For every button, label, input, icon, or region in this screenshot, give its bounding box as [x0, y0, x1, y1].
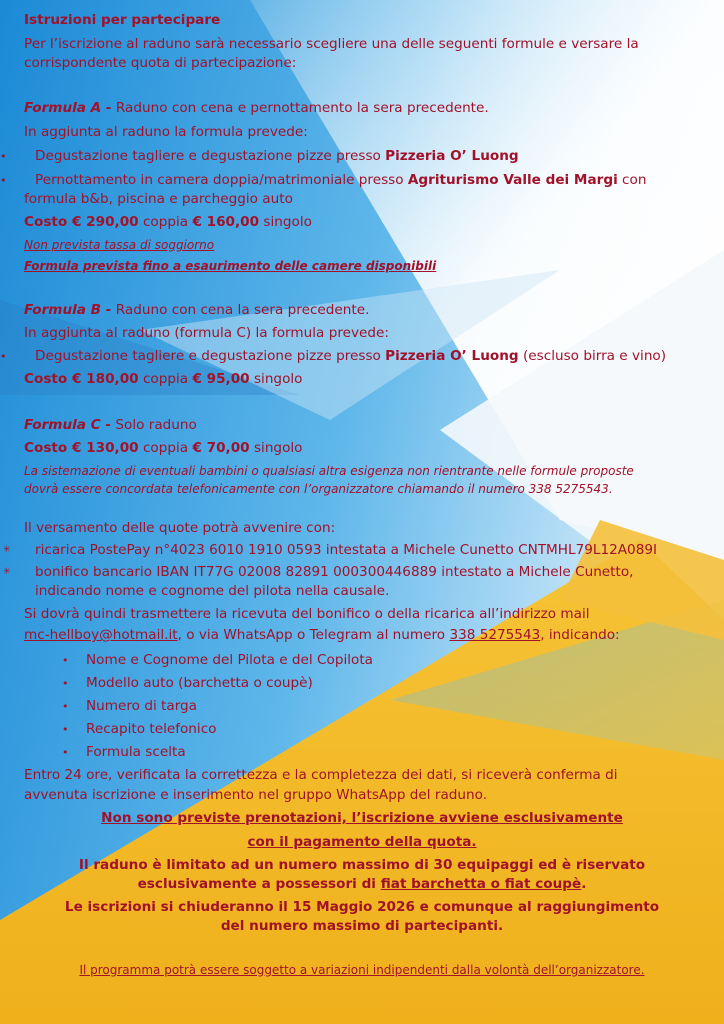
closing-line-4-pre: esclusivamente a possessori di	[137, 876, 381, 892]
formula-c-note-1: La sistemazione di eventuali bambini o qualsiasi altra esigenza non rientrante nelle formule proposte	[24, 464, 634, 478]
bullet-dot-icon: •	[0, 150, 7, 163]
payment-option-bonifico-cont: indicando nome e cognome del pilota nella causale.	[35, 583, 390, 599]
formula-a-lead: In aggiunta al raduno la formula prevede:	[24, 124, 308, 140]
bullet-dot-icon: •	[0, 350, 7, 363]
formula-a-cost	[24, 214, 312, 231]
cost-single: € 160,00	[192, 214, 260, 230]
formula-b-lead: In aggiunta al raduno (formula C) la formula prevede:	[24, 325, 389, 341]
payment-option-bonifico: bonifico bancario IBAN IT77G 02008 82891 000300446889 intestato a Michele Cunetto,	[35, 564, 634, 580]
pizzeria-name: Pizzeria O’ Luong	[385, 348, 519, 364]
formula-a-item-1	[35, 148, 519, 165]
closing-line-4-link: fiat barchetta o fiat coupè	[380, 876, 582, 892]
bullet-dot-icon: •	[62, 654, 69, 667]
bullet-dot-icon: •	[62, 723, 69, 736]
formula-a-item-1-text: Degustazione tagliere e degustazione pizze presso	[35, 148, 386, 164]
closing-line-1: Non sono previste prenotazioni, l’iscrizione avviene esclusivamente	[101, 810, 623, 826]
closing-line-4	[0, 876, 724, 893]
formula-c-note-2: dovrà essere concordata telefonicamente con l’organizzatore chiamando il numero 338 5275543.	[24, 482, 613, 496]
formula-b-item-1-tail: (escluso birra e vino)	[518, 348, 667, 364]
email-link[interactable]: mc-hellboy@hotmail.it	[24, 627, 178, 643]
payment-send-2-end: , indicando:	[540, 627, 620, 643]
cost-couple: Costo € 180,00	[24, 371, 139, 387]
cost-mid: coppia	[138, 214, 193, 230]
bullet-dot-icon: •	[0, 174, 7, 187]
formula-a-note-2: Formula prevista fino a esaurimento delle camere disponibili	[24, 259, 437, 273]
intro-line-1: Per l’iscrizione al raduno sarà necessario scegliere una delle seguenti formule e versare la	[24, 36, 639, 52]
formula-a-item-2-tail: con	[617, 172, 647, 188]
formula-b-cost	[24, 371, 302, 388]
footer-note: Il programma potrà essere soggetto a variazioni indipendenti dalla volontà dell’organizzatore.	[79, 963, 645, 977]
cost-single: € 95,00	[192, 371, 250, 387]
phone-link[interactable]: 338 5275543	[449, 627, 541, 643]
payment-send-1: Si dovrà quindi trasmettere la ricevuta del bonifico o della ricarica all’indirizzo mail	[24, 606, 590, 622]
formula-c-label: Formula C -	[24, 417, 112, 433]
payment-send-2	[24, 627, 620, 644]
payment-option-postepay: ricarica PostePay n°4023 6010 1910 0593 intestata a Michele Cunetto CNTMHL79L12A089I	[35, 542, 657, 558]
list-item: Recapito telefonico	[86, 721, 217, 737]
closing-line-5: Le iscrizioni si chiuderanno il 15 Maggio 2026 e comunque al raggiungimento	[64, 899, 660, 915]
bullet-dot-icon: •	[62, 746, 69, 759]
confirm-line-1: Entro 24 ore, verificata la correttezza e la completezza dei dati, si riceverà conferma di	[24, 767, 618, 783]
list-item: Modello auto (barchetta o coupè)	[86, 675, 313, 691]
formula-b-title	[24, 302, 369, 319]
formula-c-desc: Solo raduno	[111, 417, 197, 433]
bullet-star-icon: ✳	[3, 567, 11, 577]
list-item: Numero di targa	[86, 698, 198, 714]
cost-couple: Costo € 290,00	[24, 214, 139, 230]
closing-line-6: del numero massimo di partecipanti.	[220, 918, 504, 934]
formula-a-title	[24, 100, 489, 117]
bullet-star-icon: ✳	[3, 545, 11, 555]
formula-c-title	[24, 417, 197, 434]
closing-line-2: con il pagamento della quota.	[247, 834, 477, 850]
formula-a-item-2-text: Pernottamento in camera doppia/matrimoniale presso	[35, 172, 408, 188]
bullet-dot-icon: •	[62, 700, 69, 713]
closing-line-4-end: .	[581, 876, 587, 892]
cost-end: singolo	[249, 371, 303, 387]
agriturismo-name: Agriturismo Valle dei Margi	[407, 172, 618, 188]
formula-a-item-2	[35, 172, 646, 189]
bullet-dot-icon: •	[62, 677, 69, 690]
formula-b-label: Formula B -	[24, 302, 112, 318]
confirm-line-2: avvenuta iscrizione e inserimento nel gruppo WhatsApp del raduno.	[24, 787, 488, 803]
formula-b-item-1-text: Degustazione tagliere e degustazione pizze presso	[35, 348, 386, 364]
cost-end: singolo	[259, 214, 312, 230]
formula-a-label: Formula A -	[24, 100, 112, 116]
formula-b-desc: Raduno con cena la sera precedente.	[111, 302, 370, 318]
payment-lead: Il versamento delle quote potrà avvenire con:	[24, 520, 336, 536]
formula-c-cost	[24, 440, 302, 457]
formula-a-item-2-cont: formula b&b, piscina e parcheggio auto	[24, 191, 293, 207]
heading: Istruzioni per partecipare	[24, 12, 221, 28]
cost-end: singolo	[249, 440, 303, 456]
formula-a-note-1: Non prevista tassa di soggiorno	[24, 238, 215, 252]
closing-line-3: Il raduno è limitato ad un numero massimo di 30 equipaggi ed è riservato	[78, 857, 646, 873]
cost-couple: Costo € 130,00	[24, 440, 139, 456]
cost-mid: coppia	[138, 371, 193, 387]
formula-a-desc: Raduno con cena e pernottamento la sera precedente.	[111, 100, 489, 116]
payment-send-2-mid: , o via WhatsApp o Telegram al numero	[177, 627, 450, 643]
list-item: Formula scelta	[86, 744, 186, 760]
list-item: Nome e Cognome del Pilota e del Copilota	[86, 652, 373, 668]
intro-line-2: corrispondente quota di partecipazione:	[24, 55, 297, 71]
pizzeria-name: Pizzeria O’ Luong	[385, 148, 519, 164]
cost-single: € 70,00	[192, 440, 250, 456]
cost-mid: coppia	[138, 440, 193, 456]
formula-b-item-1	[35, 348, 666, 365]
